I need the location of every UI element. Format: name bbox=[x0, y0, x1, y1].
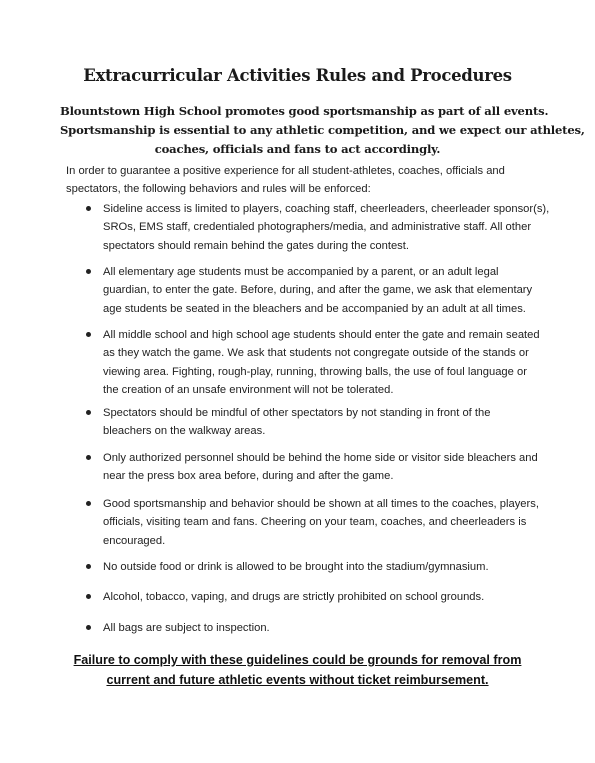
bullet-icon bbox=[86, 332, 91, 337]
rule-line: Good sportsmanship and behavior should be shown at all times to the coaches, players, bbox=[103, 498, 539, 510]
rule-text bbox=[103, 326, 543, 399]
rule-line: SROs, EMS staff, credentialed photographers/media, and administrative staff. All other bbox=[103, 221, 532, 234]
rule-line: age students be seated in the bleachers and be accompanied by an adult at all times. bbox=[103, 302, 526, 315]
bullet-icon bbox=[86, 410, 91, 415]
bullet-icon bbox=[86, 564, 91, 569]
bullet-icon bbox=[86, 594, 91, 599]
rule-text bbox=[103, 263, 543, 318]
rule-line: All middle school and high school age students should enter the gate and remain seated bbox=[103, 329, 540, 341]
rule-line: spectators should remain behind the gates during the contest. bbox=[103, 239, 409, 252]
intro-line: In order to guarantee a positive experience for all student-athletes, coaches, officials and bbox=[66, 165, 505, 177]
warning-footer bbox=[0, 650, 595, 690]
rule-text bbox=[103, 404, 543, 441]
bullet-icon bbox=[86, 455, 91, 460]
rule-line: encouraged. bbox=[103, 534, 166, 547]
intro-paragraph bbox=[66, 162, 546, 198]
rule-line: All elementary age students must be accompanied by a parent, or an adult legal bbox=[103, 266, 499, 278]
footer-line: current and future athletic events without ticket reimbursement. bbox=[106, 673, 489, 687]
rule-line: Only authorized personnel should be behind the home side or visitor side bleachers and bbox=[103, 452, 538, 464]
rule-text bbox=[103, 558, 543, 576]
rule-line: Spectators should be mindful of other spectators by not standing in front of the bbox=[103, 407, 491, 419]
document-title: Extracurricular Activities Rules and Procedures bbox=[83, 66, 512, 85]
rule-line: near the press box area before, during and after the game. bbox=[103, 470, 394, 483]
rule-line: officials, visiting team and fans. Cheering on your team, coaches, and cheerleaders is bbox=[103, 516, 527, 529]
rule-line: Sideline access is limited to players, coaching staff, cheerleaders, cheerleader sponsor(s), bbox=[103, 203, 550, 215]
bullet-icon bbox=[86, 501, 91, 506]
rule-line: No outside food or drink is allowed to be brought into the stadium/gymnasium. bbox=[103, 561, 489, 573]
rule-line: Alcohol, tobacco, vaping, and drugs are strictly prohibited on school grounds. bbox=[103, 591, 485, 603]
bullet-icon bbox=[86, 206, 91, 211]
rule-text bbox=[103, 619, 543, 637]
rule-text bbox=[103, 200, 550, 255]
subtitle-line: coaches, officials and fans to act accordingly. bbox=[154, 142, 441, 156]
rule-line: All bags are subject to inspection. bbox=[103, 622, 270, 634]
document-subtitle bbox=[60, 102, 585, 159]
rule-line: the creation of an unsafe environment will not be tolerated. bbox=[103, 383, 394, 396]
intro-line: spectators, the following behaviors and rules will be enforced: bbox=[66, 183, 371, 195]
rule-line: as they watch the game. We ask that students not congregate outside of the stands or bbox=[103, 347, 529, 360]
rule-text bbox=[103, 495, 543, 550]
subtitle-line: Blountstown High School promotes good sportsmanship as part of all events. bbox=[60, 104, 549, 118]
footer-line: Failure to comply with these guidelines could be grounds for removal from bbox=[73, 653, 522, 667]
rule-line: bleachers on the walkway areas. bbox=[103, 425, 266, 438]
rule-line: guardian, to enter the gate. Before, during, and after the game, we ask that elementary bbox=[103, 284, 533, 297]
subtitle-line: Sportsmanship is essential to any athletic competition, and we expect our athletes, bbox=[60, 123, 585, 137]
rule-text bbox=[103, 588, 543, 606]
bullet-icon bbox=[86, 269, 91, 274]
bullet-icon bbox=[86, 625, 91, 630]
rule-text bbox=[103, 449, 543, 486]
rule-line: viewing area. Fighting, rough-play, running, throwing balls, the use of foul language or bbox=[103, 365, 527, 378]
